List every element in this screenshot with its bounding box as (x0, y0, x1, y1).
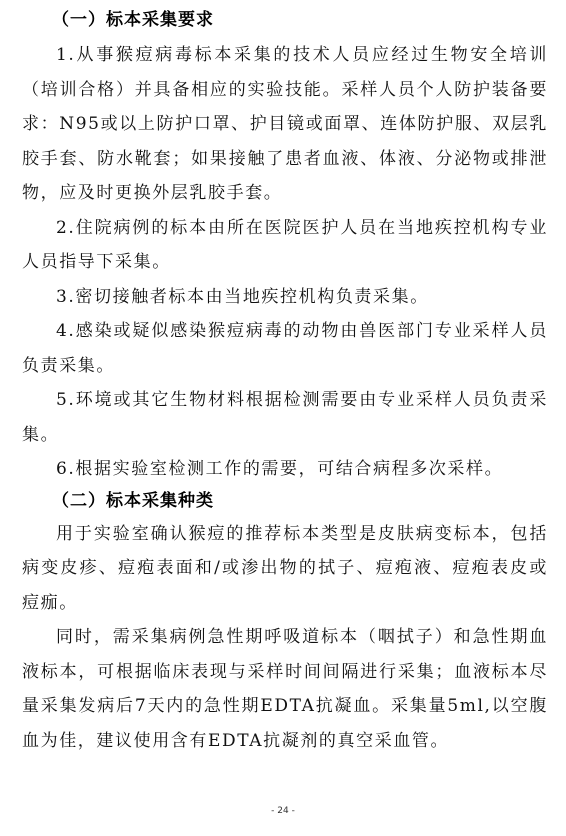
document-page (22, 8, 548, 758)
paragraph-specimen-types-1: 用于实验室确认猴痘的推荐标本类型是皮肤病变标本，包括病变皮疹、痘疱表面和/或渗出物的拭子、痘疱液、痘疱表皮或痘痂。 (22, 523, 548, 613)
page-number: - 24 - (271, 806, 295, 816)
section-heading-collection-requirements: （一）标本采集要求 (52, 10, 214, 30)
paragraph-requirement-2: 2.住院病例的标本由所在医院医护人员在当地疾控机构专业人员指导下采集。 (22, 217, 548, 272)
section-heading-specimen-types: （二）标本采集种类 (52, 490, 214, 511)
paragraph-specimen-types-2: 同时，需采集病例急性期呼吸道标本（咽拭子）和急性期血液标本，可根据临床表现与采样时间间隔进行采集；血液标本尽量采集发病后7天内的急性期EDTA抗凝血。采集量5ml,以空腹血为佳，建议使用含有EDTA抗凝剂的真空采血管。 (22, 627, 548, 751)
paragraph-requirement-6: 6.根据实验室检测工作的需要，可结合病程多次采样。 (56, 459, 504, 479)
paragraph-requirement-5: 5.环境或其它生物材料根据检测需要由专业采样人员负责采集。 (22, 390, 548, 445)
paragraph-requirement-1: 1.从事猴痘病毒标本采集的技术人员应经过生物安全培训（培训合格）并具备相应的实验技能。采样人员个人防护装备要求：N95或以上防护口罩、护目镜或面罩、连体防护服、双层乳胶手套、防水靴套；如果接触了患者血液、体液、分泌物或排泄物，应及时更换外层乳胶手套。 (22, 45, 548, 203)
paragraph-requirement-4: 4.感染或疑似感染猴痘病毒的动物由兽医部门专业采样人员负责采集。 (22, 321, 548, 376)
paragraph-requirement-3: 3.密切接触者标本由当地疾控机构负责采集。 (56, 286, 429, 307)
